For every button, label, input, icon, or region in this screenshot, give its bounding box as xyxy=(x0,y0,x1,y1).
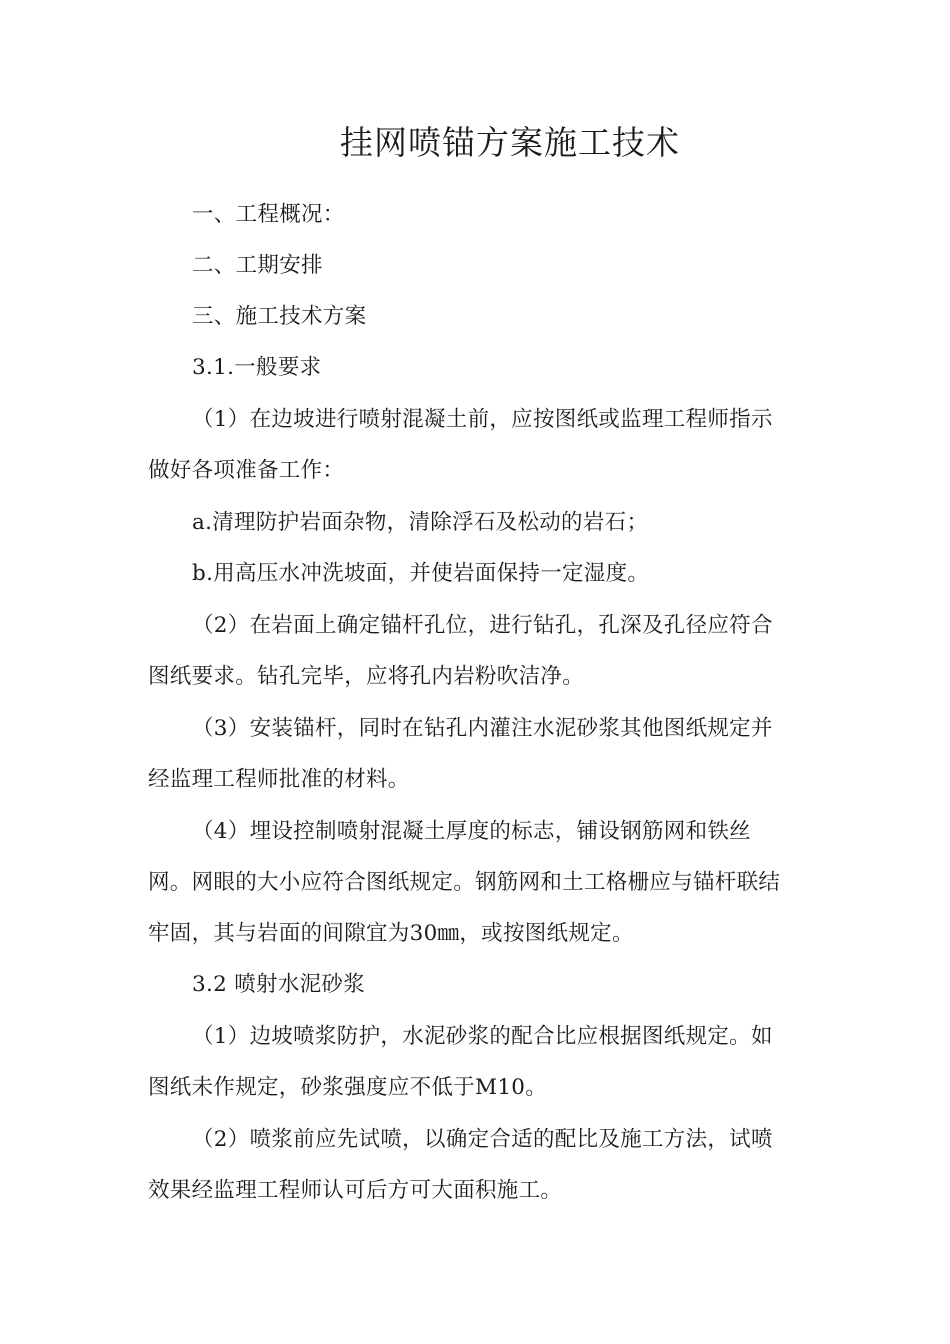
paragraph-line: （2）在岩面上确定锚杆孔位，进行钻孔，孔深及孔径应符合 xyxy=(192,613,773,638)
paragraph-line: 图纸要求。钻孔完毕，应将孔内岩粉吹洁净。 xyxy=(148,664,585,689)
heading-schedule: 二、工期安排 xyxy=(192,253,323,278)
heading-project-overview: 一、工程概况： xyxy=(192,202,345,227)
paragraph-line: 牢固，其与岩面的间隙宜为30㎜，或按图纸规定。 xyxy=(148,921,634,946)
paragraph-line: 网。网眼的大小应符合图纸规定。钢筋网和土工格栅应与锚杆联结 xyxy=(148,870,781,895)
paragraph-line: 图纸未作规定，砂浆强度应不低于M10。 xyxy=(148,1075,548,1100)
paragraph-line: （3）安装锚杆，同时在钻孔内灌注水泥砂浆其他图纸规定并 xyxy=(192,716,773,741)
paragraph-line: 做好各项准备工作： xyxy=(148,458,345,483)
paragraph-line: a.清理防护岩面杂物，清除浮石及松动的岩石； xyxy=(192,510,649,535)
paragraph-line: （1）在边坡进行喷射混凝土前，应按图纸或监理工程师指示 xyxy=(192,407,773,432)
document-title: 挂网喷锚方案施工技术 xyxy=(340,123,680,162)
paragraph-line: （1）边坡喷浆防护，水泥砂浆的配合比应根据图纸规定。如 xyxy=(192,1024,773,1049)
subheading-spray-mortar: 3.2 喷射水泥砂浆 xyxy=(192,972,366,997)
paragraph-line: b.用高压水冲洗坡面，并使岩面保持一定湿度。 xyxy=(192,561,650,586)
paragraph-line: 效果经监理工程师认可后方可大面积施工。 xyxy=(148,1178,563,1203)
heading-technical-plan: 三、施工技术方案 xyxy=(192,304,367,329)
paragraph-line: （2）喷浆前应先试喷，以确定合适的配比及施工方法，试喷 xyxy=(192,1127,773,1152)
paragraph-line: 经监理工程师批准的材料。 xyxy=(148,767,410,792)
subheading-general-requirements: 3.1.一般要求 xyxy=(192,355,322,380)
paragraph-line: （4）埋设控制喷射混凝土厚度的标志，铺设钢筋网和铁丝 xyxy=(192,819,751,844)
